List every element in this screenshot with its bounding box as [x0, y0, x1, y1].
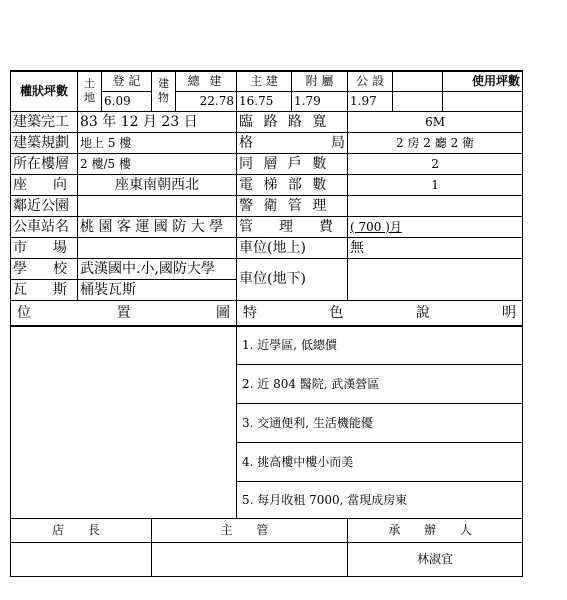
property-info-table [10, 70, 523, 577]
completion-value: 83 年 12 月 23 日 [78, 111, 237, 132]
bus-stop-label: 公車站名 [11, 216, 78, 237]
property-info-sheet [10, 70, 521, 577]
park-value [78, 195, 237, 216]
bus-stop-value: 桃 園 客 運 國 防 大 學 [78, 216, 237, 237]
registered-value: 6.09 [102, 91, 152, 111]
layout-label: 格 局 [237, 132, 348, 153]
location-map-title: 位 置 圖 [11, 300, 237, 326]
management-fee-label: 管 理 費 [237, 216, 348, 237]
main-build-value: 16.75 [237, 91, 292, 111]
plan-value: 地上 5 樓 [78, 132, 237, 153]
units-per-floor-label: 同 層 戶 數 [237, 153, 348, 174]
total-build-value: 22.78 [176, 91, 237, 111]
public-label: 公 設 [348, 71, 393, 91]
parking-above-value: 無 [348, 237, 523, 258]
location-map-area [11, 326, 237, 518]
market-label: 市 場 [11, 237, 78, 258]
management-fee-value: ( 700 )月 [348, 216, 523, 237]
facing-label: 座 向 [11, 174, 78, 195]
parking-below-value [348, 258, 523, 300]
school-label: 學 校 [11, 258, 78, 279]
agent-label: 承 辦 人 [348, 518, 523, 542]
feature-item: 3. 交通便利, 生活機能優 [237, 403, 523, 442]
main-build-label: 主 建 [237, 71, 292, 91]
registered-label: 登 記 [102, 71, 152, 91]
usable-area-value [443, 91, 523, 111]
store-manager-label: 店 長 [11, 518, 152, 542]
supervisor-signature [152, 542, 348, 576]
building-label: 建 物 [152, 71, 176, 111]
gas-value: 桶裝瓦斯 [78, 279, 237, 300]
feature-item: 4. 挑高樓中樓小而美 [237, 442, 523, 481]
annex-value: 1.79 [292, 91, 348, 111]
road-width-value: 6M [348, 111, 523, 132]
annex-label: 附 屬 [292, 71, 348, 91]
elevator-value: 1 [348, 174, 523, 195]
layout-value: 2 房 2 廳 2 衛 [348, 132, 523, 153]
usable-area-label: 使用坪數 [443, 71, 523, 91]
supervisor-label: 主 管 [152, 518, 348, 542]
guard-label: 警 衛 管 理 [237, 195, 348, 216]
elevator-label: 電 梯 部 數 [237, 174, 348, 195]
store-manager-signature [11, 542, 152, 576]
parking-above-label: 車位(地上) [237, 237, 348, 258]
feature-item: 2. 近 804 醫院, 武漢營區 [237, 364, 523, 403]
gas-label: 瓦 斯 [11, 279, 78, 300]
area-header-label: 權狀坪數 [11, 71, 78, 111]
facing-value: 座東南朝西北 [78, 174, 237, 195]
completion-label: 建築完工 [11, 111, 78, 132]
public-value: 1.97 [348, 91, 393, 111]
land-label: 土 地 [78, 71, 102, 111]
floor-label: 所在樓層 [11, 153, 78, 174]
park-label: 鄰近公園 [11, 195, 78, 216]
market-value [78, 237, 237, 258]
blank-cell [393, 71, 443, 91]
feature-item: 5. 每月收租 7000, 當現成房東 [237, 481, 523, 518]
features-title: 特 色 說 明 [237, 300, 523, 326]
parking-below-label: 車位(地下) [237, 258, 348, 300]
agent-signature: 林淑宜 [348, 542, 523, 576]
school-value: 武漢國中.小,國防大學 [78, 258, 237, 279]
units-per-floor-value: 2 [348, 153, 523, 174]
guard-value [348, 195, 523, 216]
total-build-label: 總 建 [176, 71, 237, 91]
blank-cell [393, 91, 443, 111]
plan-label: 建築規劃 [11, 132, 78, 153]
feature-item: 1. 近學區, 低總價 [237, 326, 523, 364]
road-width-label: 臨 路 路 寬 [237, 111, 348, 132]
floor-value: 2 樓/5 樓 [78, 153, 237, 174]
